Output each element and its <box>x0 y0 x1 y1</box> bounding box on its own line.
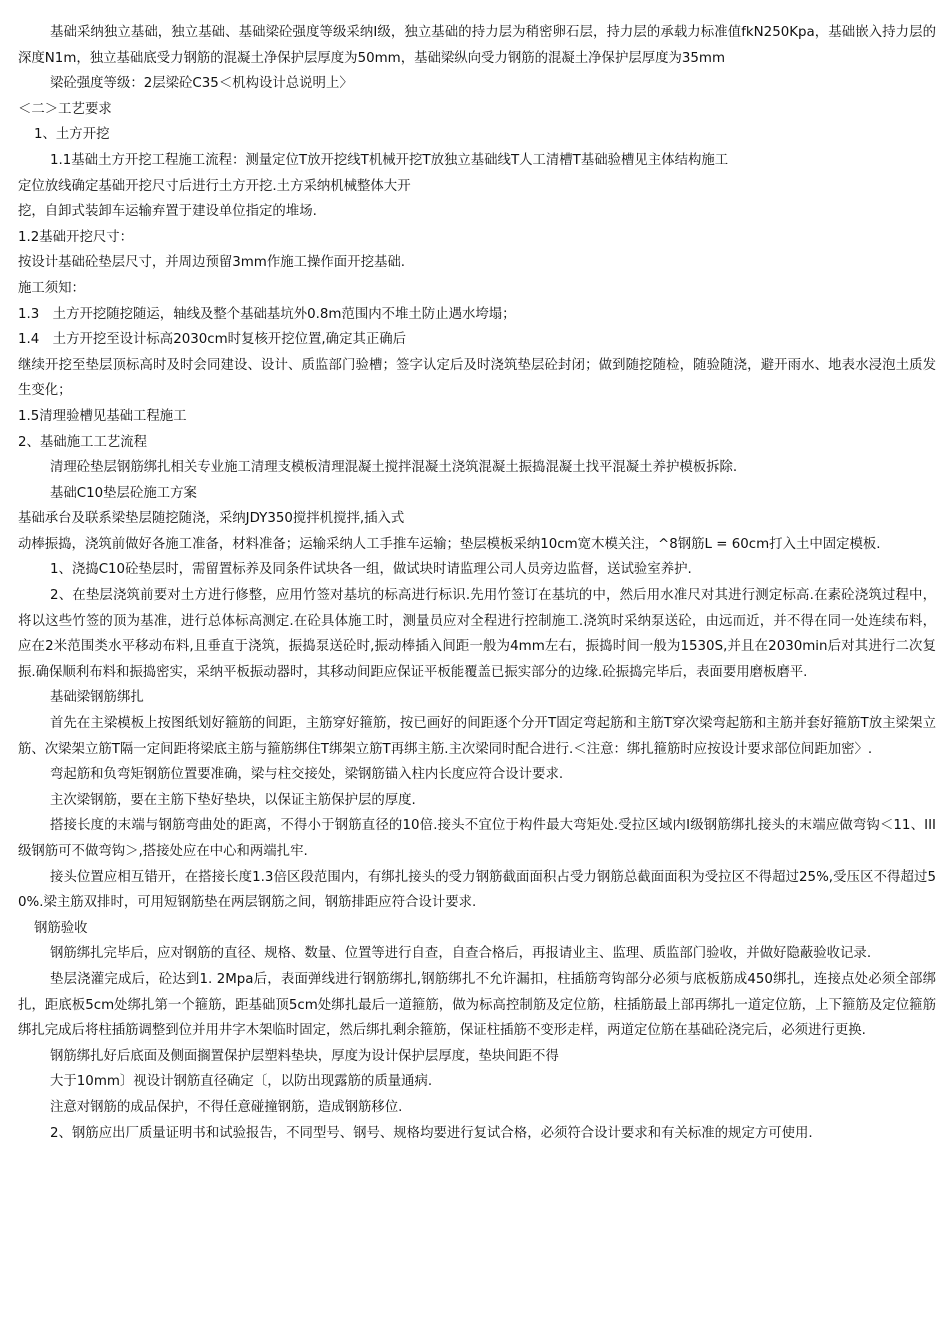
paragraph: 1、浇捣C10砼垫层时，需留置标养及同条件试块各一组，做试块时请监理公司人员旁边监督，送试验室养护. <box>50 562 692 578</box>
paragraph: 1.2基础开挖尺寸： <box>18 229 134 245</box>
paragraph: 梁砼强度等级：2层梁砼C35＜机构设计总说明上〉 <box>50 76 353 92</box>
paragraph: 继续开挖至垫层顶标高时及时会同建设、设计、质监部门验槽；签字认定后及时浇筑垫层砼封闭；做到随挖随检，随验随浇，避开雨水、地表水浸泡土质发生变化； <box>18 357 936 399</box>
paragraph: 基础C10垫层砼施工方案 <box>50 485 197 501</box>
paragraph: 大于10mm〕视设计钢筋直径确定〔，以防出现露筋的质量通病. <box>50 1074 433 1090</box>
paragraph: 2、基础施工工艺流程 <box>18 434 148 450</box>
paragraph: ＜二＞工艺要求 <box>18 101 112 117</box>
paragraph: 基础梁钢筋绑扎 <box>50 690 144 706</box>
paragraph: 1.1基础土方开挖工程施工流程：测量定位T放开挖线T机械开挖T放独立基础线T人工清槽T基础验槽见主体结构施工 <box>50 152 729 168</box>
paragraph: 搭接长度的末端与钢筋弯曲处的距离，不得小于钢筋直径的10倍.接头不宜位于构件最大弯矩处.受拉区域内Ⅰ级钢筋绑扎接头的末端应做弯钩＜11、III级钢筋可不做弯钩＞,搭接处应在中心和两端扎牢. <box>18 818 936 859</box>
paragraph: 2、在垫层浇筑前要对土方进行修整，应用竹签对基坑的标高进行标识.先用竹签订在基坑的中，然后用水准尺对其进行测定标高.在素砼浇筑过程中，将以这些竹签的顶为基准，进行总体标高测定.在砼具体施工时，测量员应对全程进行控制施工.浇筑时采纳泵送砼，由远而近，并不得在同一处连续布料，应在2米范围类水平移动布料,且垂直于浇筑，振捣泵送砼时,振动棒插入间距一般为4mm左右，振捣时间一般为1530S,并且在2030min后对其进行二次复振.确保顺利布料和振捣密实，采纳平板振动器时，其移动间距应保证平板能覆盖已振实部分的边缘.砼振捣完毕后，表面要用磨板磨平. <box>18 588 936 680</box>
paragraph: 1.5清理验槽见基础工程施工 <box>18 408 187 424</box>
paragraph: 定位放线确定基础开挖尺寸后进行土方开挖.土方采纳机械整体大开 <box>18 178 411 194</box>
paragraph: 动棒振捣，浇筑前做好各施工准备，材料准备；运输采纳人工手推车运输；垫层模板采纳10cm宽木模关注，^8钢筋L = 60cm打入土中固定模板. <box>18 536 881 552</box>
paragraph: 1.4 土方开挖至设计标高2030cm时复核开挖位置,确定其正确后 <box>18 332 407 348</box>
paragraph: 1、土方开挖 <box>34 127 110 143</box>
paragraph: 钢筋验收 <box>34 920 88 936</box>
paragraph: 1.3 土方开挖随挖随运，轴线及整个基础基坑外0.8m范围内不堆土防止遇水垮塌； <box>18 306 516 322</box>
paragraph: 施工须知： <box>18 280 85 296</box>
paragraph: 2、钢筋应出厂质量证明书和试验报告，不同型号、钢号、规格均要进行复试合格，必须符合设计要求和有关标准的规定方可使用. <box>50 1125 813 1141</box>
paragraph: 钢筋绑扎完毕后，应对钢筋的直径、规格、数量、位置等进行自查，自查合格后，再报请业主、监理、质监部门验收，并做好隐蔽验收记录. <box>50 946 872 962</box>
paragraph: 基础承台及联系梁垫层随挖随浇，采纳JDY350搅拌机搅拌,插入式 <box>18 511 405 527</box>
paragraph: 按设计基础砼垫层尺寸，并周边预留3mm作施工操作面开挖基础. <box>18 255 406 271</box>
paragraph: 清理砼垫层钢筋绑扎相关专业施工清理支模板清理混凝土搅拌混凝土浇筑混凝土振捣混凝土找平混凝土养护模板拆除. <box>50 460 738 476</box>
paragraph: 主次梁钢筋，要在主筋下垫好垫块，以保证主筋保护层的厚度. <box>50 792 416 808</box>
paragraph: 注意对钢筋的成品保护，不得任意碰撞钢筋，造成钢筋移位. <box>50 1099 403 1115</box>
document-body <box>18 20 936 1146</box>
paragraph: 挖，自卸式装卸车运输弃置于建设单位指定的堆场. <box>18 204 317 220</box>
paragraph: 垫层浇灌完成后，砼达到1. 2Mpa后，表面弹线进行钢筋绑扎,钢筋绑扎不允许漏扣，柱插筋弯钩部分必须与底板筋成450绑扎，连接点处必须全部绑扎，距底板5cm处绑扎第一个箍筋，距基础顶5cm处绑扎最后一道箍筋，做为标高控制筋及定位筋，柱插筋最上部再绑扎一道定位筋，上下箍筋及定位箍筋绑扎完成后将柱插筋调整到位并用井字木架临时固定，然后绑扎剩余箍筋，保证柱插筋不变形走样，两道定位筋在基础砼浇完后，必须进行更换. <box>18 971 936 1039</box>
paragraph: 首先在主梁模板上按图纸划好箍筋的间距，主筋穿好箍筋，按已画好的间距逐个分开T固定弯起筋和主筋T穿次梁弯起筋和主筋并套好箍筋T放主梁架立筋、次梁架立筋T隔一定间距将梁底主筋与箍筋绑住T绑架立筋T再绑主筋.主次梁同时配合进行.＜注意：绑扎箍筋时应按设计要求部位间距加密〉. <box>18 716 936 757</box>
paragraph: 接头位置应相互错开，在搭接长度1.3倍区段范围内，有绑扎接头的受力钢筋截面面积占受力钢筋总截面面积为受拉区不得超过25%,受压区不得超过50%.梁主筋双排时，可用短钢筋垫在两层钢筋之间，钢筋排距应符合设计要求. <box>18 869 936 911</box>
paragraph: 基础采纳独立基础，独立基础、基础梁砼强度等级采纳Ⅰ级，独立基础的持力层为稍密卵石层，持力层的承载力标准值fkN250Kpa，基础嵌入持力层的深度N1m，独立基础底受力钢筋的混凝土净保护层厚度为50mm，基础梁纵向受力钢筋的混凝土净保护层厚度为35mm <box>18 25 936 66</box>
paragraph: 钢筋绑扎好后底面及侧面搁置保护层塑料垫块，厚度为设计保护层厚度，垫块间距不得 <box>50 1048 559 1064</box>
paragraph: 弯起筋和负弯矩钢筋位置要准确，梁与柱交接处，梁钢筋锚入柱内长度应符合设计要求. <box>50 767 564 783</box>
